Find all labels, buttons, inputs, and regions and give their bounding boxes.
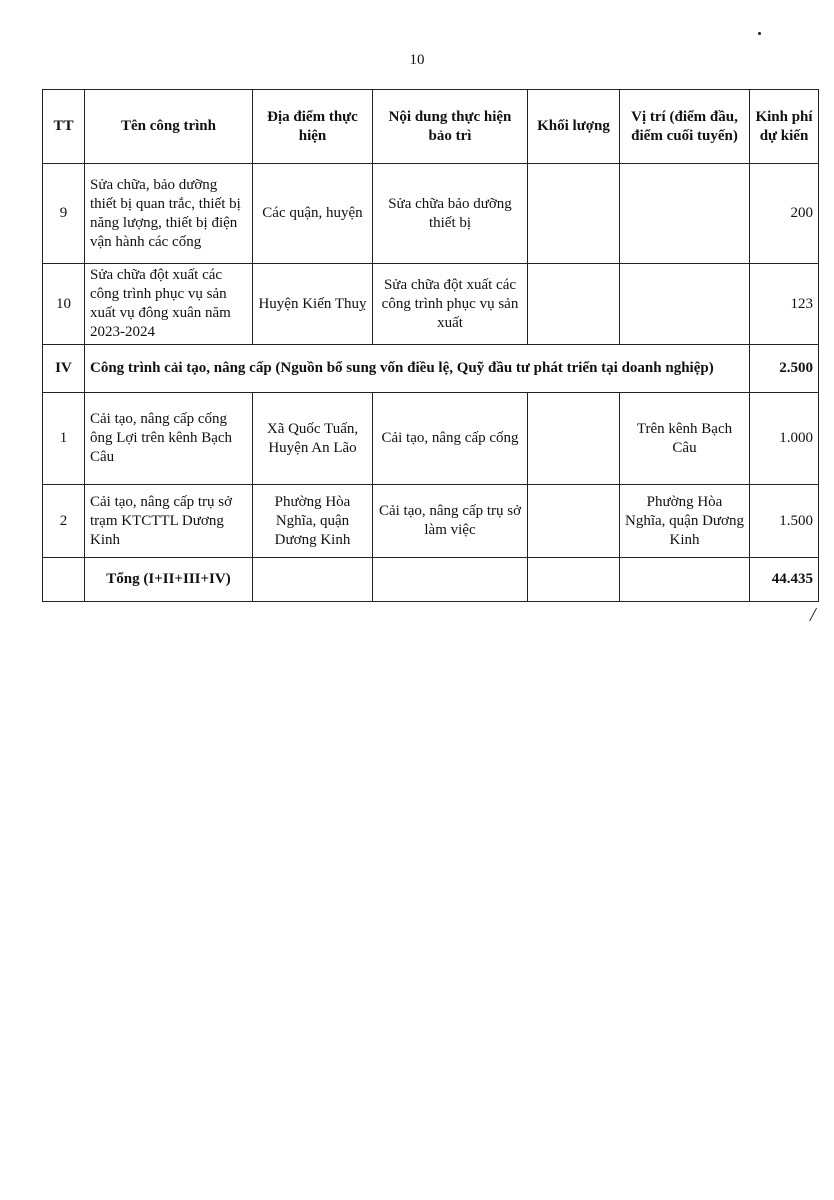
row-vi-tri: Trên kênh Bạch Câu <box>620 393 750 485</box>
row-dia-diem: Phường Hòa Nghĩa, quận Dương Kinh <box>253 485 373 558</box>
table-row <box>43 393 819 485</box>
table-header-row <box>43 90 819 164</box>
row-ten-cong-trinh: Sửa chữa đột xuất các công trình phục vụ sản xuất vụ đông xuân năm 2023-2024 <box>85 264 253 345</box>
row-khoi-luong <box>528 264 620 345</box>
section-iv-tt: IV <box>43 345 85 393</box>
row-ten-cong-trinh: Sửa chữa, bảo dưỡng thiết bị quan trắc, thiết bị năng lượng, thiết bị điện vận hành các cống <box>85 164 253 264</box>
row-noi-dung: Cải tạo, nâng cấp cống <box>373 393 528 485</box>
row-khoi-luong <box>528 485 620 558</box>
row-dia-diem: Huyện Kiến Thuỵ <box>253 264 373 345</box>
scan-speck <box>758 32 761 35</box>
row-khoi-luong <box>528 393 620 485</box>
row-vi-tri: Phường Hòa Nghĩa, quận Dương Kinh <box>620 485 750 558</box>
row-kinh-phi: 123 <box>750 264 819 345</box>
header-noi-dung: Nội dung thực hiện bảo trì <box>373 90 528 164</box>
total-row <box>43 558 819 602</box>
row-noi-dung: Sửa chữa đột xuất các công trình phục vụ sản xuất <box>373 264 528 345</box>
row-ten-cong-trinh: Cải tạo, nâng cấp trụ sở trạm KTCTTL Dương Kinh <box>85 485 253 558</box>
table-row <box>43 485 819 558</box>
total-empty-cell <box>253 558 373 602</box>
row-khoi-luong <box>528 164 620 264</box>
row-tt: 2 <box>43 485 85 558</box>
total-empty-cell <box>620 558 750 602</box>
page-number: 10 <box>409 52 425 68</box>
total-label: Tổng (I+II+III+IV) <box>85 558 253 602</box>
header-dia-diem: Địa điểm thực hiện <box>253 90 373 164</box>
row-dia-diem: Xã Quốc Tuấn, Huyện An Lão <box>253 393 373 485</box>
row-tt: 9 <box>43 164 85 264</box>
row-kinh-phi: 1.500 <box>750 485 819 558</box>
section-iv-title: Công trình cải tạo, nâng cấp (Nguồn bổ sung vốn điều lệ, Quỹ đầu tư phát triển tại doanh nghiệp) <box>85 345 750 393</box>
header-ten-cong-trinh: Tên công trình <box>85 90 253 164</box>
row-vi-tri <box>620 164 750 264</box>
section-iv-row <box>43 345 819 393</box>
row-noi-dung: Cải tạo, nâng cấp trụ sở làm việc <box>373 485 528 558</box>
section-iv-kinh-phi: 2.500 <box>750 345 819 393</box>
row-tt: 10 <box>43 264 85 345</box>
header-kinh-phi: Kinh phí dự kiến <box>750 90 819 164</box>
row-ten-cong-trinh: Cải tạo, nâng cấp cống ông Lợi trên kênh Bạch Câu <box>85 393 253 485</box>
row-dia-diem: Các quận, huyện <box>253 164 373 264</box>
total-kinh-phi: 44.435 <box>750 558 819 602</box>
header-vi-tri: Vị trí (điểm đầu, điểm cuối tuyến) <box>620 90 750 164</box>
row-vi-tri <box>620 264 750 345</box>
row-kinh-phi: 1.000 <box>750 393 819 485</box>
total-empty-cell <box>373 558 528 602</box>
header-khoi-luong: Khối lượng <box>528 90 620 164</box>
row-tt: 1 <box>43 393 85 485</box>
handwritten-initial-mark: / <box>810 604 816 626</box>
row-noi-dung: Sửa chữa bảo dưỡng thiết bị <box>373 164 528 264</box>
maintenance-cost-table <box>42 89 819 602</box>
table-row <box>43 264 819 345</box>
total-tt-empty <box>43 558 85 602</box>
row-kinh-phi: 200 <box>750 164 819 264</box>
total-empty-cell <box>528 558 620 602</box>
header-tt: TT <box>43 90 85 164</box>
table-row <box>43 164 819 264</box>
